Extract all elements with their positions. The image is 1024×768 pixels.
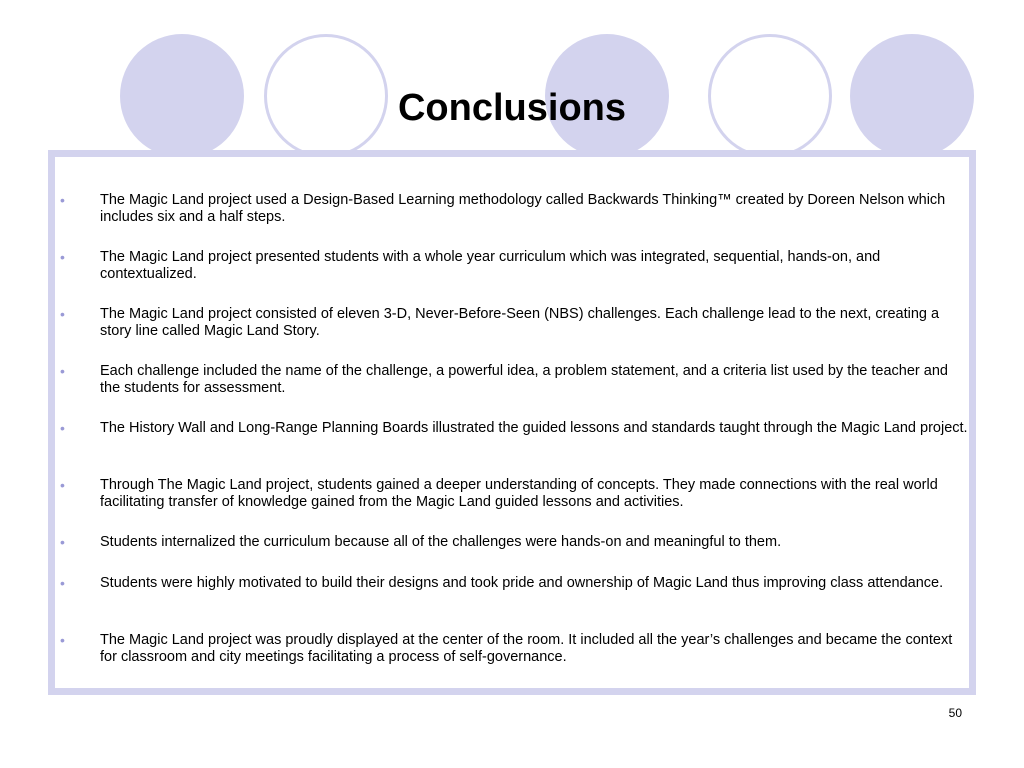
bullet-item: [60, 306, 970, 363]
slide-title: Conclusions: [397, 87, 627, 129]
bullet-text: Through The Magic Land project, students gained a deeper understanding of concepts. They made connections with the real world facilitating transfer of knowledge gained from the Magic Land guided lessons and activities.: [100, 477, 938, 510]
bullet-icon: •: [60, 534, 65, 550]
bullet-icon: •: [60, 632, 65, 648]
bullet-text: Each challenge included the name of the challenge, a powerful idea, a problem statement, and a criteria list used by the teacher and the students for assessment.: [100, 363, 948, 396]
bullet-icon: •: [60, 192, 65, 208]
bullet-item: [60, 363, 970, 420]
bullet-item: [60, 249, 970, 306]
bullet-icon: •: [60, 575, 65, 591]
bullet-icon: •: [60, 420, 65, 436]
bullet-icon: •: [60, 249, 65, 265]
bullet-item: [60, 534, 970, 575]
bullet-item: [60, 192, 970, 249]
bullet-list: [60, 192, 970, 689]
page-number: 50: [948, 706, 962, 720]
bullet-icon: •: [60, 306, 65, 322]
bullet-text: Students internalized the curriculum because all of the challenges were hands-on and meaningful to them.: [100, 534, 782, 550]
bullet-text: The History Wall and Long-Range Planning Boards illustrated the guided lessons and standards taught through the Magic Land project.: [100, 420, 968, 436]
bullet-text: The Magic Land project used a Design-Based Learning methodology called Backwards Thinking™ created by Doreen Nelson which includes six and a half steps.: [100, 192, 946, 225]
bullet-icon: •: [60, 363, 65, 379]
bullet-item: [60, 632, 970, 689]
bullet-item: [60, 575, 970, 632]
bullet-item: [60, 420, 970, 477]
bullet-item: [60, 477, 970, 534]
bullet-text: Students were highly motivated to build their designs and took pride and ownership of Magic Land thus improving class attendance.: [100, 575, 944, 591]
bullet-text: The Magic Land project consisted of eleven 3-D, Never-Before-Seen (NBS) challenges. Each challenge lead to the next, creating a story line called Magic Land Story.: [100, 306, 940, 339]
bullet-text: The Magic Land project was proudly displayed at the center of the room. It included all the year’s challenges and became the context for classroom and city meetings facilitating a process of self-governance.: [100, 632, 953, 665]
bullet-icon: •: [60, 477, 65, 493]
bullet-text: The Magic Land project presented students with a whole year curriculum which was integrated, sequential, hands-on, and contextualized.: [100, 249, 881, 282]
